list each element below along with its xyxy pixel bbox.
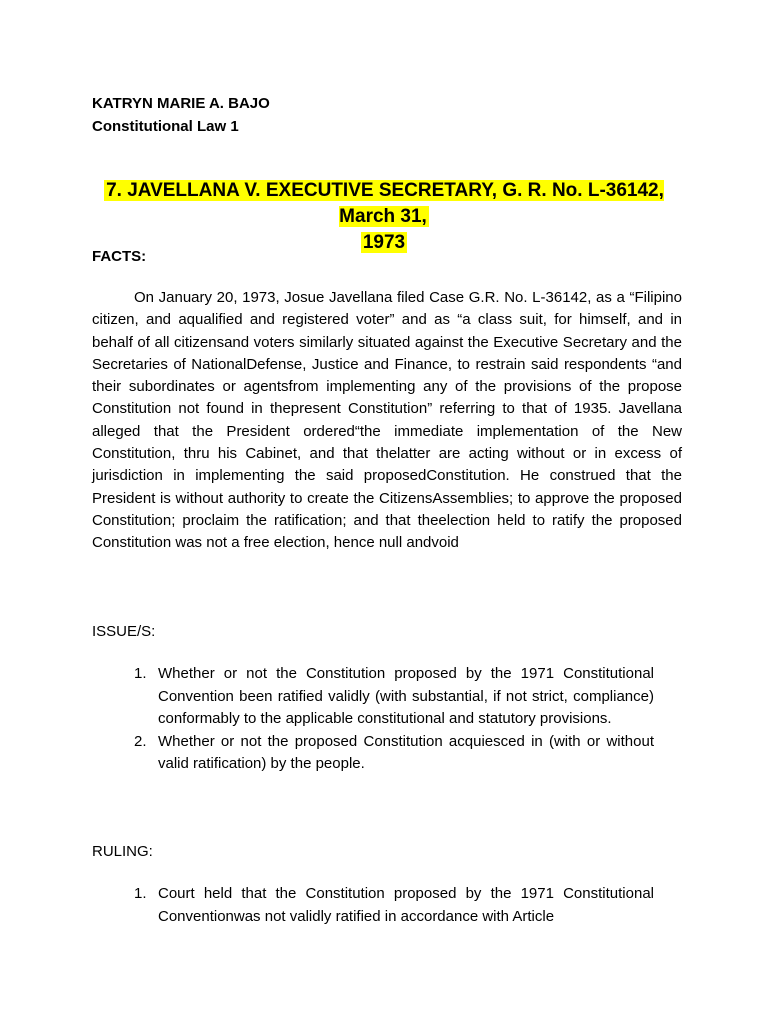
list-item (134, 663, 654, 731)
list-item-text: Whether or not the Constitution proposed by the 1971 Constitutional Convention been ratified validly (with substantial, if not strict, compliance) conformably to the applicable constitutional and statutory provisions. (158, 665, 654, 727)
case-title-line-1: 7. JAVELLANA V. EXECUTIVE SECRETARY, G. R. No. L-36142, March 31, (106, 180, 664, 227)
author-name: KATRYN MARIE A. BAJO (92, 95, 270, 112)
issues-heading: ISSUE/S: (92, 623, 156, 640)
facts-heading: FACTS: (92, 248, 147, 265)
list-item-number: 2. (134, 732, 147, 750)
list-item (134, 883, 654, 928)
issues-list (134, 663, 654, 776)
case-title (80, 178, 688, 256)
course-name: Constitutional Law 1 (92, 118, 239, 135)
case-title-line-2: 1973 (362, 232, 406, 253)
facts-paragraph: On January 20, 1973, Josue Javellana filed Case G.R. No. L-36142, as a “Filipino citizen, and aqualified and registered voter” and as “a class suit, for himself, and in behalf of all citizensand voters similarly situated against the Executive Secretary and the Secretaries of NationalDefense, Justice and Finance, to restrain said respondents “and their subordinates or agentsfrom implementing any of the provisions of the propose Constitution not found in thepresent Constitution” referring to that of 1935. Javellana alleged that the President ordered“the immediate implementation of the New Constitution, thru his Cabinet, and that thelatter are acting without or in excess of jurisdiction in implementing the said proposedConstitution. He construed that the President is without authority to create the CitizensAssemblies; to approve the proposed Constitution; proclaim the ratification; and that theelection held to ratify the proposed Constitution was not a free election, hence null andvoid (92, 289, 682, 552)
ruling-list (134, 883, 654, 928)
ruling-heading: RULING: (92, 843, 153, 860)
list-item-text: Whether or not the proposed Constitution acquiesced in (with or without valid ratification) by the people. (158, 732, 654, 772)
list-item-number: 1. (134, 665, 147, 682)
list-item (134, 731, 654, 776)
list-item-number: 1. (134, 885, 147, 902)
list-item-text: Court held that the Constitution proposed by the 1971 Constitutional Conventionwas not validly ratified in accordance with Article (158, 885, 654, 925)
